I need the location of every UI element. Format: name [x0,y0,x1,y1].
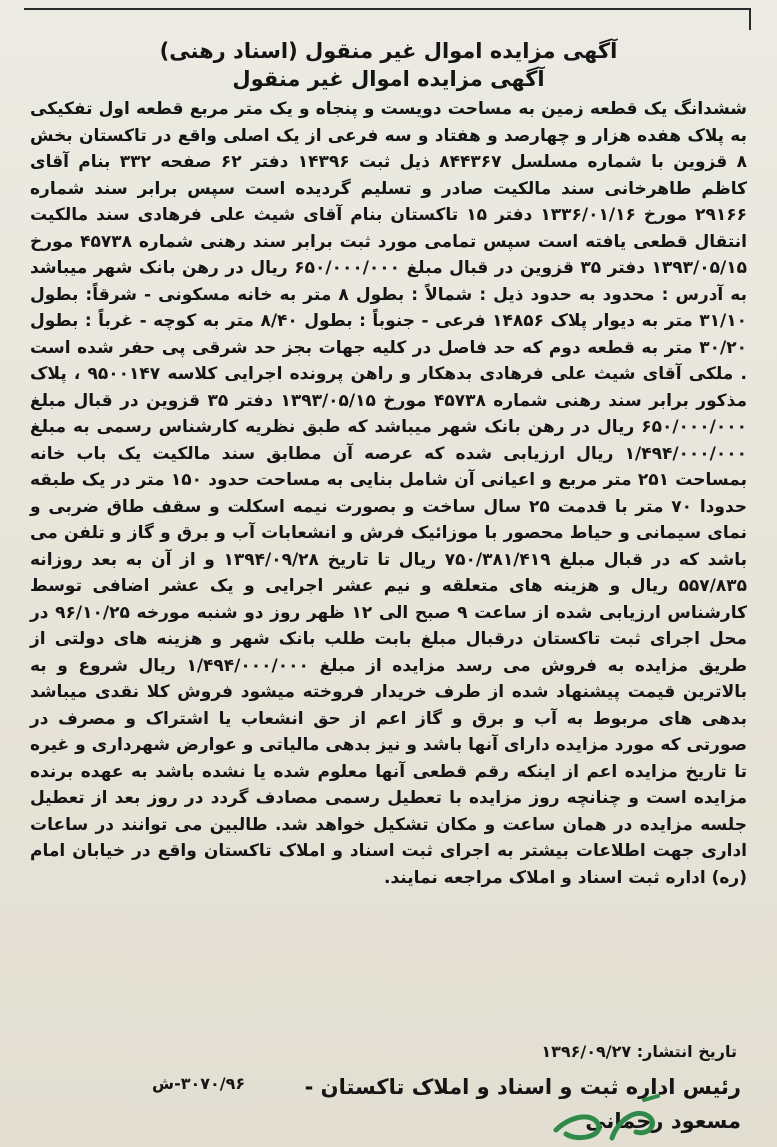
signer-title: رئیس اداره ثبت و اسناد و املاک تاکستان - [304,1075,741,1099]
notice-body: ششدانگ یک قطعه زمین به مساحت دویست و پنجاه و یک متر مربع قطعه اول تفکیکی به پلاک هفده هزار و چهارصد و هفتاد و سه فرعی از یک اصلی واقع در تاکستان بخش ۸ قزوین با شماره مسلسل ۸۴۴۳۶۷ ذیل ثبت ۱۴۳۹۶ دفتر ۶۲ صفحه ۳۳۲ بنام آقای کاظم طاهرخانی سند مالکیت صادر و تسلیم گردیده است سپس برابر سند شماره ۲۹۱۶۶ مورخ ۱۳۳۶/۰۱/۱۶ دفتر ۱۵ تاکستان بنام آقای شیث علی فرهادی سند مالکیت انتقال قطعی یافته است سپس تمامی مورد ثبت برابر سند رهنی شماره ۴۵۷۳۸ مورخ ۱۳۹۳/۰۵/۱۵ دفتر ۳۵ قزوین در قبال مبلغ ۶۵۰/۰۰۰/۰۰۰ ریال در رهن بانک شهر میباشد به آدرس : محدود به حدود ذیل : شمالاً : بطول ۸ متر به خانه مسکونی - شرقاً: بطول ۳۱/۱۰ متر به دیوار پلاک ۱۴۸۵۶ فرعی - جنوباً : بطول ۸/۴۰ متر به کوچه - غرباً : بطول ۳۰/۲۰ متر به قطعه دوم که حد فاصل در کلیه جهات بجز حد شرقی پی حفر شده است . ملکی آقای شیث علی فرهادی بدهکار و راهن پرونده اجرایی کلاسه ۹۵۰۰۱۴۷ ، پلاک مذکور برابر سند رهنی شماره ۴۵۷۳۸ مورخ ۱۳۹۳/۰۵/۱۵ دفتر ۳۵ قزوین در قبال مبلغ ۶۵۰/۰۰۰/۰۰۰ ریال در رهن بانک شهر میباشد که طبق نظریه کارشناس رسمی به مبلغ ۱/۴۹۴/۰۰۰/۰۰۰ ریال ارزیابی شده که عرصه آن مطابق سند مالکیت یک باب خانه بمساحت ۲۵۱ متر مربع و اعیانی آن شامل بنایی به مساحت حدود ۱۵۰ متر در یک طبقه حدودا ۷۰ متر با قدمت ۲۵ سال ساخت و بصورت نیمه اسکلت و سقف طاق ضربی و نمای سیمانی و حیاط محصور با موزائیک فرش و انشعابات آب و برق و گاز و تلفن می باشد که در قبال مبلغ ۷۵۰/۳۸۱/۴۱۹ ریال تا تاریخ ۱۳۹۴/۰۹/۲۸ و از آن به بعد روزانه ۵۵۷/۸۳۵ ریال و هزینه های متعلقه و نیم عشر اجرایی و یک عشر اضافی توسط کارشناس ارزیابی شده از ساعت ۹ صبح الی ۱۲ ظهر روز دو شنبه مورخه ۹۶/۱۰/۲۵ در محل اجرای ثبت تاکستان درقبال مبلغ بابت طلب بانک شهر و هزینه های دولتی از طریق مزایده به فروش می رسد مزایده از مبلغ ۱/۴۹۴/۰۰۰/۰۰۰ ریال شروع و به بالاترین قیمت پیشنهاد شده از طرف خریدار فروخته میشود فروش کلا نقدی میباشد بدهی های مربوط به آب و برق و گاز اعم از حق انشعاب یا اشتراک و مصرف در صورتی که مورد مزایده دارای آنها باشد و نیز بدهی مالیاتی و عوارض شهرداری و غیره تا تاریخ مزایده اعم از اینکه رقم قطعی آنها معلوم شده یا نشده باشد به عهده برنده مزایده است و چنانچه روز مزایده با تعطیل رسمی مصادف گردد در روز بعد از تعطیل جلسه مزایده در همان ساعت و مکان تشکیل خواهد شد. طالبین می توانند در ساعات اداری جهت اطلاعات بیشتر به اجرای ثبت اسناد و املاک تاکستان واقع در خیابان امام (ره) اداره ثبت اسناد و املاک مراجعه نمایند. [30,99,748,888]
publish-date: تاریخ انتشار: ۱۳۹۶/۰۹/۲۷ [541,1042,737,1061]
reference-number: ۳۰۷۰/۹۶-ش [152,1074,246,1093]
notice-subtitle: آگهی مزایده اموال غیر منقول [232,67,545,91]
notice-title: آگهی مزایده اموال غیر منقول (اسناد رهنی) [159,39,618,63]
handwritten-mark [548,1090,668,1147]
top-border-rule [24,8,751,10]
signature-block [305,1070,741,1138]
corner-border-rule [749,8,751,30]
signer-name: مسعود رحمانی [585,1109,741,1133]
